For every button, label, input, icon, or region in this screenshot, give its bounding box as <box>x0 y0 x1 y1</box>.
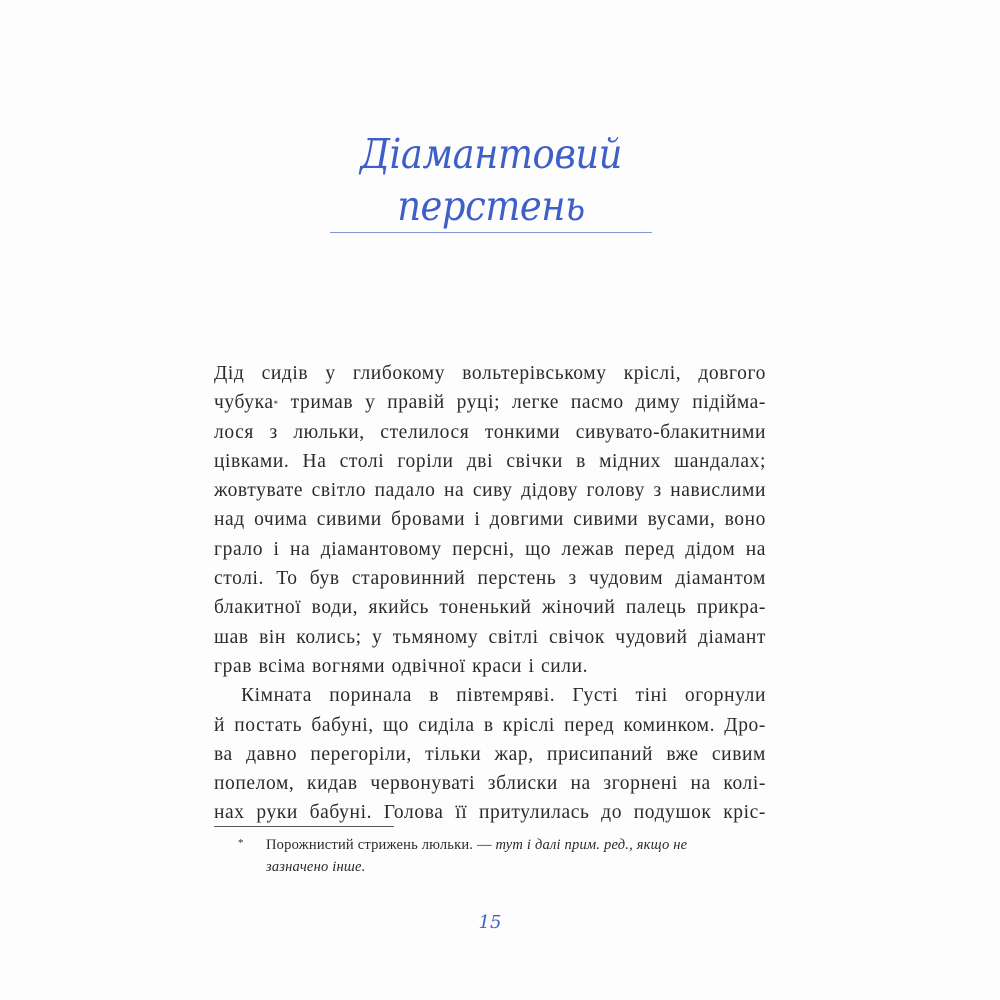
text-line: жовтувате світло падало на сиву дідову голову з навислими <box>214 480 766 502</box>
text-line: Дід сидів у глибокому вольтерівському кріслі, довгого <box>214 363 766 384</box>
text-line: грав всіма вогнями одвічної краси і сили. <box>214 655 589 677</box>
text-line: й постать бабуні, що сиділа в кріслі перед коминком. Дро- <box>214 714 766 736</box>
text-line: лося з люльки, стелилося тонкими сивувато-блакитними <box>214 421 766 443</box>
chapter-title-line-1: Діамантовий <box>360 130 622 178</box>
text-line: Кімната поринала в півтемряві. Густі тіні огорнули <box>241 685 766 707</box>
text-line: нах руки бабуні. Голова її притулилась до подушок кріс- <box>214 802 766 824</box>
chapter-body <box>214 359 766 828</box>
text-line: грало і на діамантовому персні, що лежав перед дідом на <box>214 538 766 560</box>
footnote-divider <box>214 826 394 827</box>
text-line: блакитної води, якийсь тоненький жіночий палець прикра- <box>214 597 766 619</box>
footnote-editor-note-continued: зазначено інше. <box>266 859 366 875</box>
text-line: столі. То був старовинний перстень з чудовим діамантом <box>214 568 766 590</box>
footnote-text: Порожнистий стрижень люльки. — <box>266 837 492 853</box>
paragraph-2 <box>214 681 766 827</box>
title-divider <box>330 232 652 233</box>
text-line <box>214 388 766 417</box>
footnote-editor-note: тут і далі прим. ред., якщо не <box>495 837 688 853</box>
footnote-body <box>266 834 774 878</box>
page-number: 15 <box>478 912 502 933</box>
text-fragment: чубука <box>214 392 274 414</box>
text-line: ва давно перегоріли, тільки жар, присипаний вже сивим <box>214 743 766 765</box>
footnote-reference: * <box>273 399 279 410</box>
text-line: попелом, кидав червонуваті зблиски на згорнені на колі- <box>214 773 766 795</box>
footnote <box>214 834 774 878</box>
text-line: шав він колись; у тьмяному світлі свічок чудовий діамант <box>214 626 766 648</box>
text-line: над очима сивими бровами і довгими сивими вусами, воно <box>214 509 766 531</box>
chapter-title-line-2: перстень <box>397 182 585 230</box>
footnote-marker: * <box>238 837 244 849</box>
chapter-title <box>346 128 636 232</box>
text-line: цівками. На столі горіли дві свічки в мідних шандалах; <box>214 450 766 472</box>
text-fragment: тримав у правій руці; легке пасмо диму підійма- <box>290 392 766 414</box>
paragraph-1 <box>214 359 766 681</box>
